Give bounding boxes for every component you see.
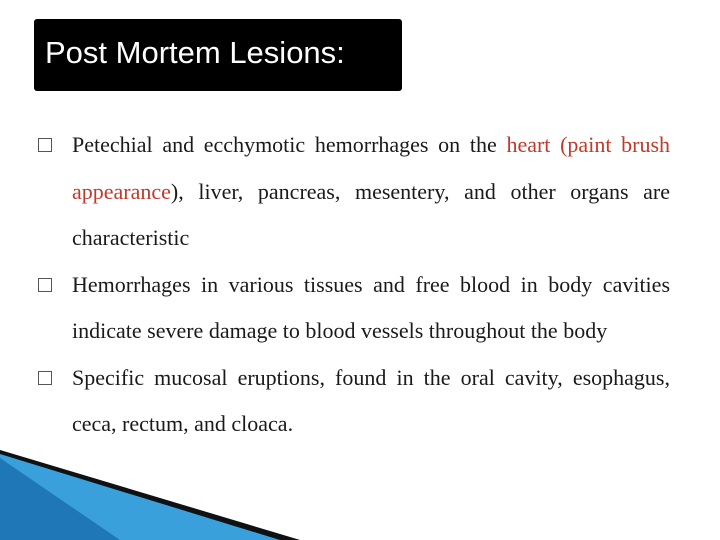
corner-decoration [0,450,300,540]
highlight-text: (paint brush appearance [72,132,671,204]
slide-title: Post Mortem Lesions: [45,35,345,70]
square-bullet-icon [38,138,52,152]
highlight-text: heart [506,132,551,157]
bullet-text: Specific mucosal eruptions, found in the oral cavity, esophagus, ceca, rectum, and cloaca. [72,364,670,436]
bullet-text: Petechial and ecchymotic hemorrhages on the [72,132,507,157]
bullet-text: ), liver, pancreas, mesentery, and other organs are characteristic [72,178,670,250]
square-bullet-icon [38,278,52,292]
bullet-item [72,262,670,355]
square-bullet-icon [38,371,52,385]
title-banner [34,19,402,91]
bullet-text: Hemorrhages in various tissues and free blood in body cavities indicate severe damage to blood vessels throughout the body [72,271,670,343]
bullet-list [72,122,670,448]
bullet-item [72,355,670,448]
bullet-item [72,122,670,262]
bullet-text [550,132,560,157]
